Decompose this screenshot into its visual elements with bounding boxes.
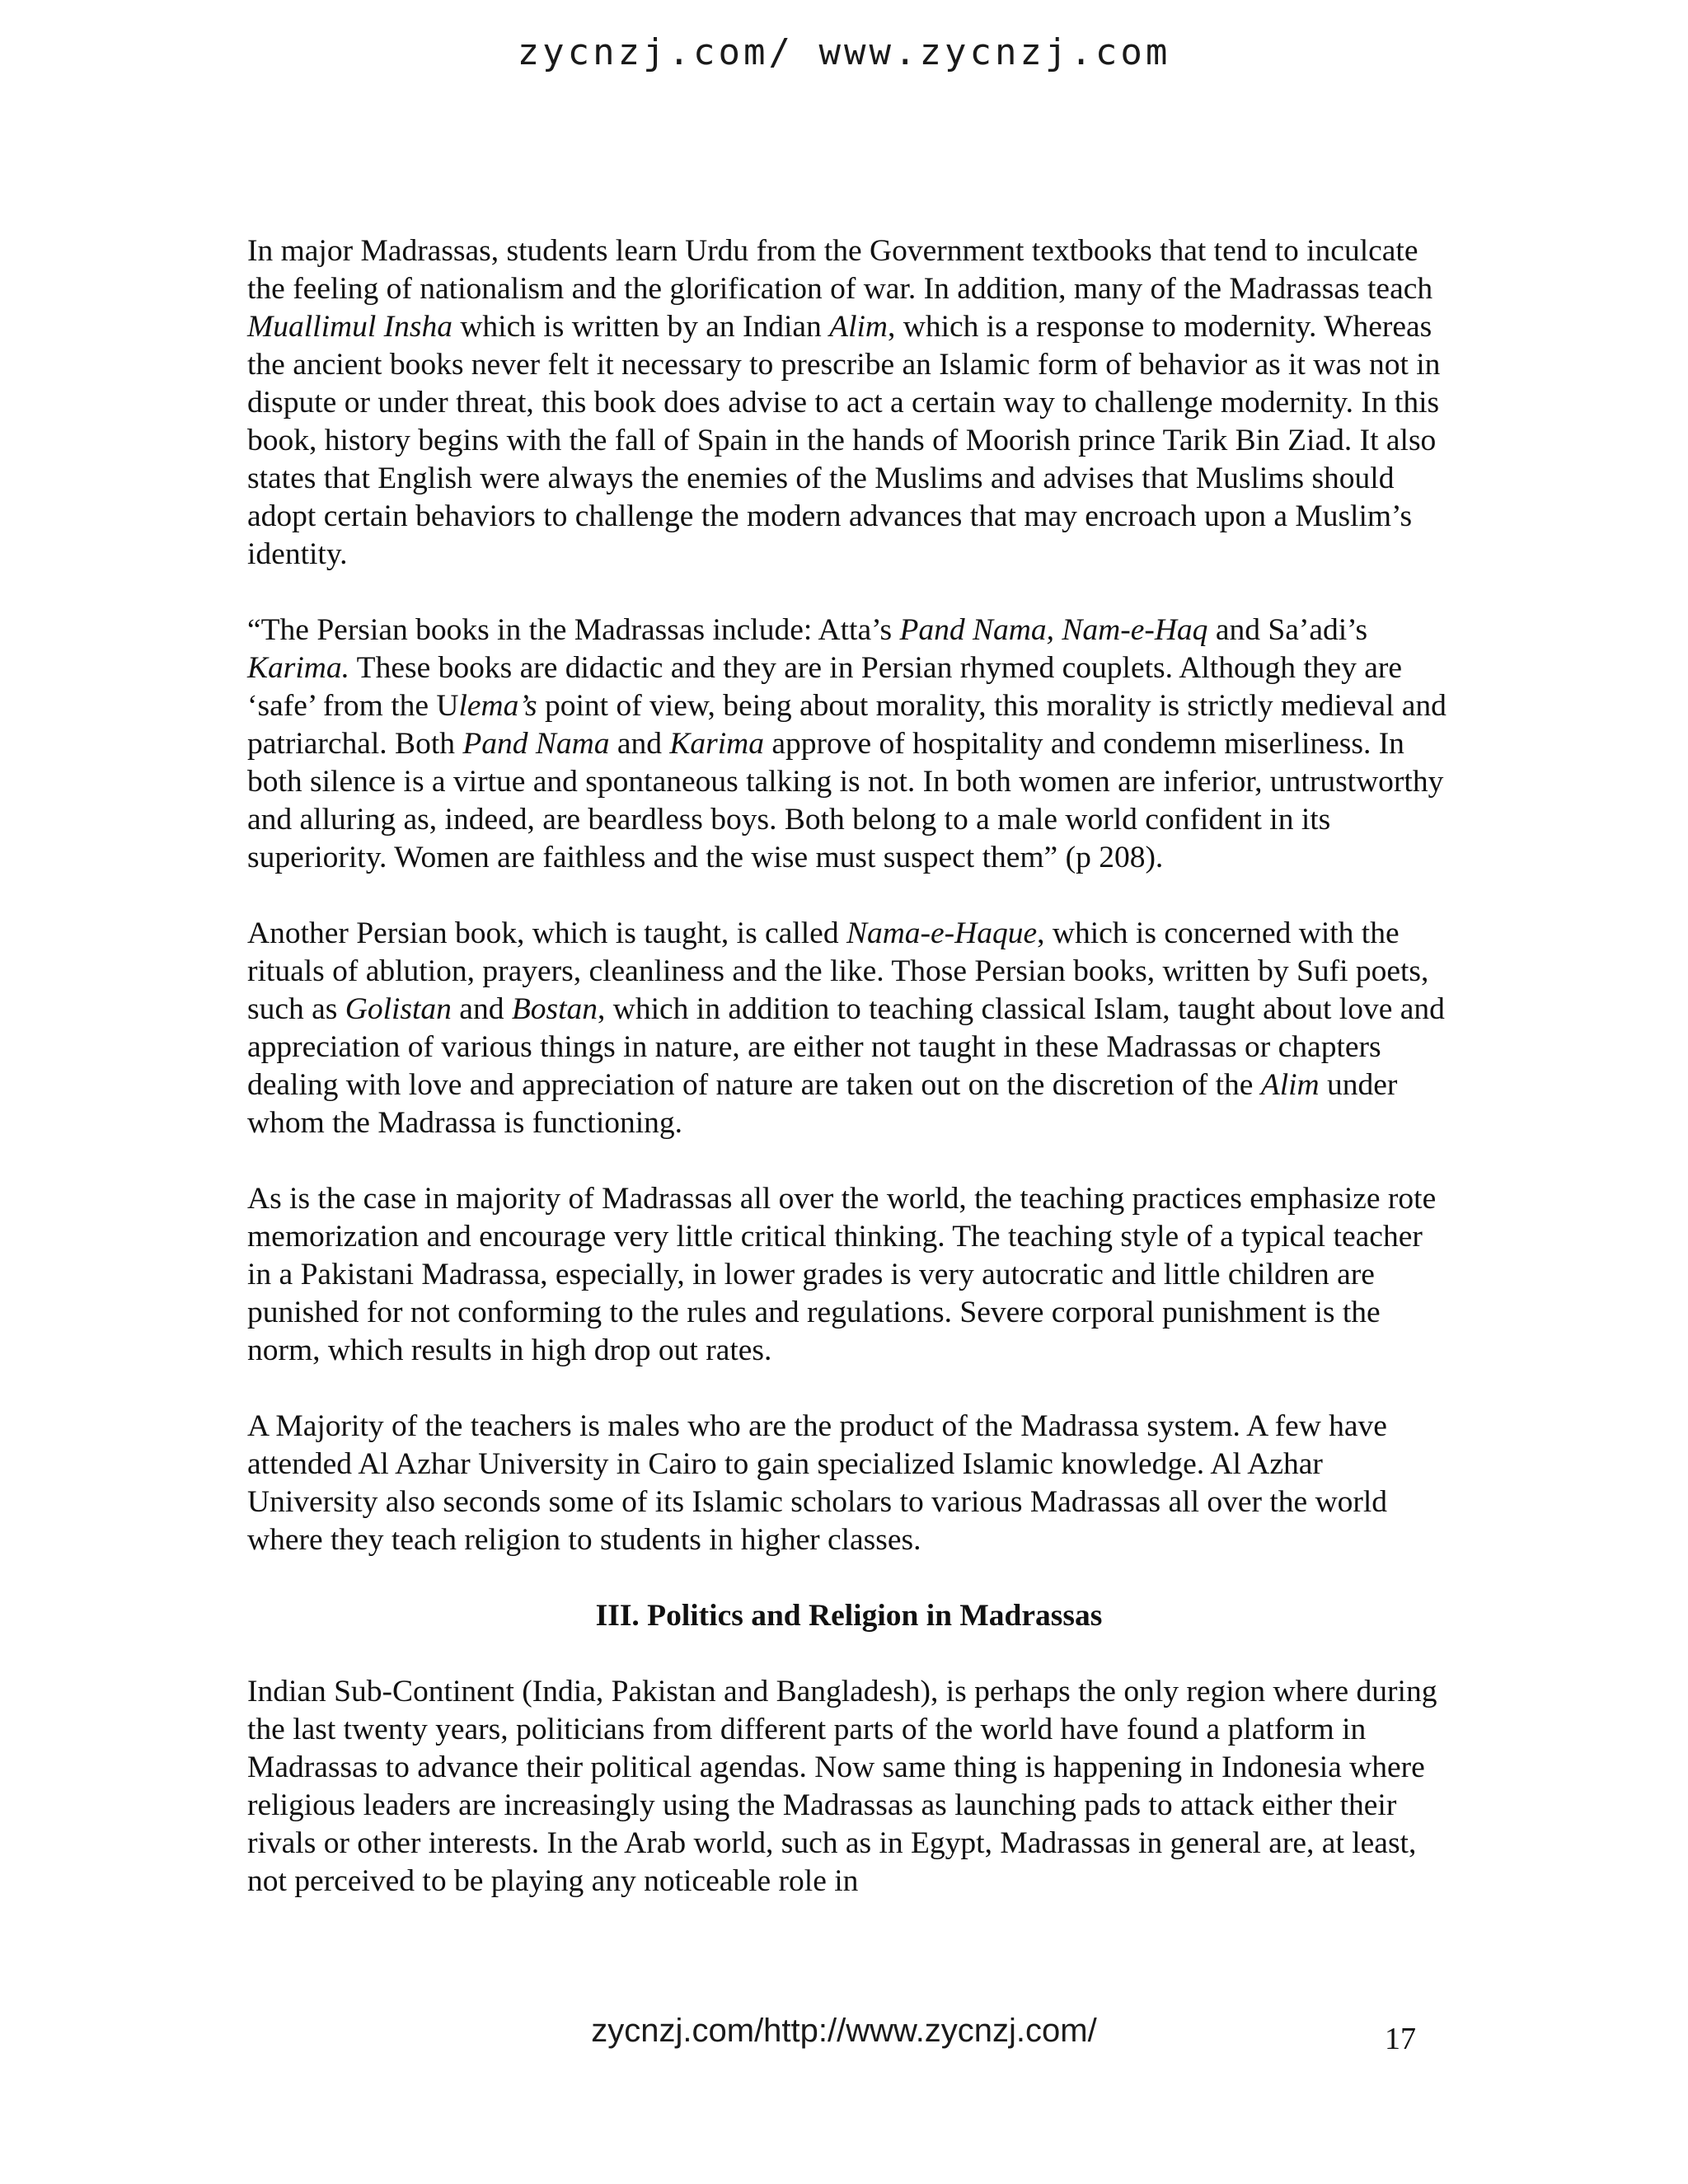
paragraph-4: As is the case in majority of Madrassas all over the world, the teaching practices emphasize rote memorization and encourage very little critical thinking. The teaching style of a typical teacher in a Pakistani Madrassa, especially, in lower grades is very autocratic and little children are punished for not conforming to the rules and regulations. Severe corporal punishment is the norm, which results in high drop out rates. <box>247 1182 1437 1367</box>
paragraph-1 <box>247 232 1451 574</box>
page-number: 17 <box>1385 2022 1416 2056</box>
footer-watermark: zycnzj.com/http://www.zycnzj.com/ <box>591 2013 1097 2049</box>
section-heading: III. Politics and Religion in Madrassas <box>595 1599 1103 1633</box>
paragraph-2-italic-pand-nama-nam-e-haq: Pand Nama, Nam-e-Haq <box>899 613 1208 647</box>
paragraph-2-italic-karima: Karima. <box>247 651 349 685</box>
header-watermark: zycnzj.com/ www.zycnzj.com <box>517 31 1171 73</box>
paragraph-1-italic-alim: Alim <box>829 310 888 344</box>
paragraph-1-text-a: In major Madrassas, students learn Urdu from the Government textbooks that tend to inculcate the feeling of nationalism and the glorification of war. In addition, many of the Madrassas teach <box>247 234 1433 306</box>
paragraph-2-italic-karima-2: Karima <box>669 727 765 761</box>
paragraph-2-text-g: point of view, being about morality, this morality is strictly medieval and patriarchal. Both <box>247 689 1447 761</box>
paragraph-3-text-g: , which in addition to teaching classical Islam, taught about love and appreciation of various things in nature, are either not taught in these Madrassas or chapters dealing with love and appreciation of nature are taken out on the discretion of the <box>247 992 1445 1102</box>
paragraph-3-text-e: and <box>451 992 512 1026</box>
paragraph-2-italic-pand-nama: Pand Nama <box>462 727 610 761</box>
paragraph-3-italic-golistan: Golistan <box>345 992 452 1026</box>
paragraph-2-text-c: and Sa’adi’s <box>1207 613 1368 647</box>
paragraph-2-text-e: These books are didactic and they are in Persian rhymed couplets. Although they are ‘safe’ from the U <box>247 651 1403 723</box>
paragraph-2 <box>247 612 1451 877</box>
paragraph-3 <box>247 915 1451 1142</box>
paragraph-2-text-a: “The Persian books in the Madrassas include: Atta’s <box>247 613 900 647</box>
paragraph-3-text-c: , which is concerned with the rituals of ablution, prayers, cleanliness and the like. Those Persian books, written by Sufi poets, such as <box>247 916 1429 1026</box>
paragraph-3-italic-alim: Alim <box>1260 1068 1320 1102</box>
paragraph-2-italic-lemas: lema’s <box>458 689 537 723</box>
paragraph-2-text-i: and <box>609 727 670 761</box>
paragraph-3-text-i: under whom the Madrassa is functioning. <box>247 1068 1398 1140</box>
body-text <box>247 232 1451 1938</box>
paragraph-1-italic-muallimul-insha: Muallimul Insha <box>247 310 452 344</box>
paragraph-6: Indian Sub-Continent (India, Pakistan and Bangladesh), is perhaps the only region where during the last twenty years, politicians from different parts of the world have found a platform in Madrassas to advance their political agendas. Now same thing is happening in Indonesia where religious leaders are increasingly using the Madrassas as launching pads to attack either their rivals or other interests. In the Arab world, such as in Egypt, Madrassas in general are, at least, not perceived to be playing any noticeable role in <box>247 1675 1437 1898</box>
paragraph-3-italic-nama-e-haque: Nama-e-Haque <box>846 916 1038 950</box>
paragraph-2-text-k: approve of hospitality and condemn miserliness. In both silence is a virtue and spontaneous talking is not. In both women are inferior, untrustworthy and alluring as, indeed, are beardless boys. Both belong to a male world confident in its superiority. Women are faithless and the wise must suspect them” (p 208). <box>247 727 1444 874</box>
paragraph-3-text-a: Another Persian book, which is taught, is called <box>247 916 846 950</box>
paragraph-5: A Majority of the teachers is males who are the product of the Madrassa system. A few have attended Al Azhar University in Cairo to gain specialized Islamic knowledge. Al Azhar University also seconds some of its Islamic scholars to various Madrassas all over the world where they teach religion to students in higher classes. <box>247 1409 1388 1557</box>
paragraph-3-italic-bostan: Bostan <box>511 992 598 1026</box>
paragraph-1-text-c: which is written by an Indian <box>452 310 830 344</box>
paragraph-1-text-e: , which is a response to modernity. Whereas the ancient books never felt it necessary to prescribe an Islamic form of behavior as it was not in dispute or under threat, this book does advise to act a certain way to challenge modernity. In this book, history begins with the fall of Spain in the hands of Moorish prince Tarik Bin Ziad. It also states that English were always the enemies of the Muslims and advises that Muslims should adopt certain behaviors to challenge the modern advances that may encroach upon a Muslim’s identity. <box>247 310 1441 571</box>
